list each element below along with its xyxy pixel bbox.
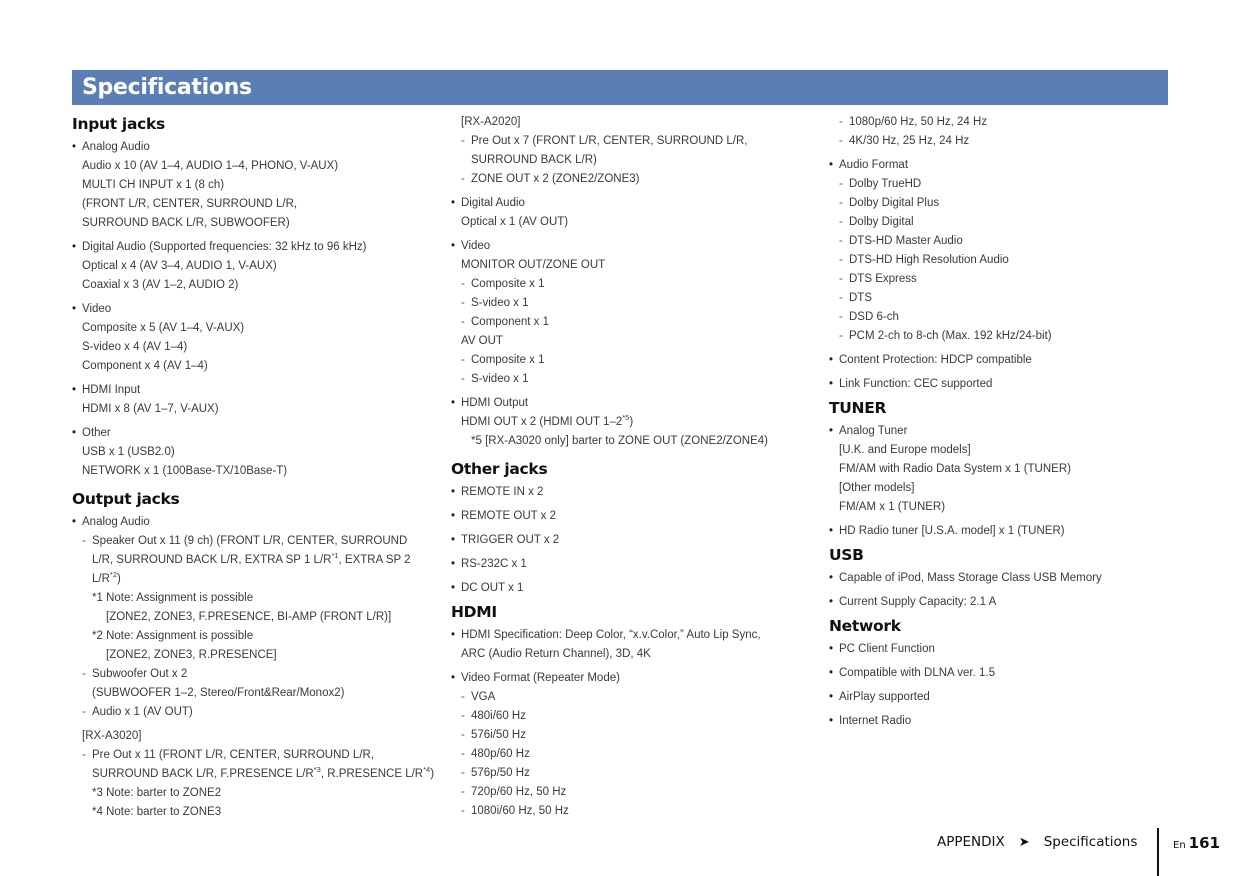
footnote: *1 Note: Assignment is possible bbox=[92, 592, 254, 604]
spec-item: • Link Function: CEC supported bbox=[829, 375, 1189, 394]
footnote-ref: *2 bbox=[109, 570, 117, 579]
heading-other-jacks: Other jacks bbox=[451, 460, 548, 478]
column-1 bbox=[72, 110, 435, 822]
text: HDMI OUT x 2 (HDMI OUT 1–2 bbox=[461, 416, 623, 428]
spec-item: • PC Client Function bbox=[829, 640, 1189, 659]
text: SURROUND BACK L/R, F.PRESENCE L/R bbox=[92, 768, 314, 780]
column-3 bbox=[829, 113, 1189, 731]
text: , R.PRESENCE L/R bbox=[320, 768, 424, 780]
footnote-body: [ZONE2, ZONE3, F.PRESENCE, BI-AMP (FRONT L/R)] bbox=[106, 611, 392, 623]
column-2 bbox=[451, 113, 811, 821]
spec-line: [Other models] bbox=[839, 482, 915, 494]
spec-item: • Analog Audio bbox=[72, 513, 432, 532]
spec-subitem: - 4K/30 Hz, 25 Hz, 24 Hz bbox=[829, 132, 1189, 151]
footnote-ref: *5 bbox=[622, 413, 630, 422]
spec-line: Composite x 5 (AV 1–4, V-AUX) bbox=[82, 322, 245, 334]
spec-subitem: - Pre Out x 11 (FRONT L/R, CENTER, SURROUND L/R, bbox=[72, 746, 432, 765]
spec-item: • Analog Tuner bbox=[829, 422, 1189, 441]
footnote: *5 [RX-A3020 only] barter to ZONE OUT (ZONE2/ZONE4) bbox=[471, 435, 768, 447]
spec-line: Optical x 1 (AV OUT) bbox=[461, 216, 569, 228]
page-number-value: 161 bbox=[1188, 834, 1220, 852]
footnote: *2 Note: Assignment is possible bbox=[92, 630, 254, 642]
spec-line: NETWORK x 1 (100Base-TX/10Base-T) bbox=[82, 465, 288, 477]
spec-subitem: - DTS Express bbox=[829, 270, 1189, 289]
heading-output-jacks: Output jacks bbox=[72, 490, 180, 508]
spec-line: MULTI CH INPUT x 1 (8 ch) bbox=[82, 179, 225, 191]
spec-item: • Current Supply Capacity: 2.1 A bbox=[829, 593, 1189, 612]
spec-line: Component x 4 (AV 1–4) bbox=[82, 360, 208, 372]
spec-subitem: - Pre Out x 7 (FRONT L/R, CENTER, SURROUND L/R, bbox=[451, 132, 811, 151]
heading-tuner: TUNER bbox=[829, 399, 887, 417]
spec-subitem: - PCM 2-ch to 8-ch (Max. 192 kHz/24-bit) bbox=[829, 327, 1189, 346]
spec-line: FM/AM x 1 (TUNER) bbox=[839, 501, 946, 513]
spec-line: S-video x 4 (AV 1–4) bbox=[82, 341, 188, 353]
spec-line: Optical x 4 (AV 3–4, AUDIO 1, V-AUX) bbox=[82, 260, 277, 272]
spec-subitem: - DTS bbox=[829, 289, 1189, 308]
title-bar bbox=[72, 70, 1168, 105]
spec-line: AV OUT bbox=[461, 335, 503, 347]
spec-item: • REMOTE OUT x 2 bbox=[451, 507, 811, 526]
text: , EXTRA SP 2 bbox=[338, 554, 411, 566]
footnote: *3 Note: barter to ZONE2 bbox=[92, 787, 222, 799]
spec-subitem: - VGA bbox=[451, 688, 811, 707]
spec-item: • DC OUT x 1 bbox=[451, 579, 811, 598]
spec-item: • Content Protection: HDCP compatible bbox=[829, 351, 1189, 370]
spec-item: • HDMI Output bbox=[451, 394, 811, 413]
spec-subitem: - 1080p/60 Hz, 50 Hz, 24 Hz bbox=[829, 113, 1189, 132]
spec-line: Audio x 10 (AV 1–4, AUDIO 1–4, PHONO, V-AUX) bbox=[82, 160, 339, 172]
spec-subitem: - DTS-HD Master Audio bbox=[829, 232, 1189, 251]
footnote-body: [ZONE2, ZONE3, R.PRESENCE] bbox=[106, 649, 277, 661]
spec-line: ARC (Audio Return Channel), 3D, 4K bbox=[461, 648, 651, 660]
spec-subitem: - Component x 1 bbox=[451, 313, 811, 332]
breadcrumb-specifications[interactable]: Specifications bbox=[1043, 834, 1138, 850]
heading-usb: USB bbox=[829, 546, 864, 564]
spec-item: • Analog Audio bbox=[72, 138, 432, 157]
spec-line: Coaxial x 3 (AV 1–2, AUDIO 2) bbox=[82, 279, 239, 291]
spec-item: • AirPlay supported bbox=[829, 688, 1189, 707]
spec-line: FM/AM with Radio Data System x 1 (TUNER) bbox=[839, 463, 1071, 475]
model-label: [RX-A2020] bbox=[461, 116, 521, 128]
spec-item: • Other bbox=[72, 424, 432, 443]
model-label: [RX-A3020] bbox=[82, 730, 142, 742]
footer-divider bbox=[1157, 828, 1159, 876]
spec-item: • Digital Audio (Supported frequencies: 32 kHz to 96 kHz) bbox=[72, 238, 432, 257]
text: ) bbox=[430, 768, 435, 780]
spec-item: • Video bbox=[72, 300, 432, 319]
text: ) bbox=[629, 416, 634, 428]
spec-item: • REMOTE IN x 2 bbox=[451, 483, 811, 502]
heading-network: Network bbox=[829, 617, 901, 635]
spec-line bbox=[72, 570, 432, 589]
spec-subitem: - DTS-HD High Resolution Audio bbox=[829, 251, 1189, 270]
footnote: *4 Note: barter to ZONE3 bbox=[92, 806, 222, 818]
text: L/R, SURROUND BACK L/R, EXTRA SP 1 L/R bbox=[92, 554, 332, 566]
spec-subitem: - Audio x 1 (AV OUT) bbox=[72, 703, 432, 722]
spec-line bbox=[451, 413, 811, 432]
breadcrumb bbox=[937, 834, 1137, 850]
spec-line bbox=[72, 551, 432, 570]
spec-item: • HDMI Input bbox=[72, 381, 432, 400]
footnote-ref: *3 bbox=[313, 765, 321, 774]
spec-line: HDMI x 8 (AV 1–7, V-AUX) bbox=[82, 403, 219, 415]
spec-subitem: - 576p/50 Hz bbox=[451, 764, 811, 783]
spec-item: • Internet Radio bbox=[829, 712, 1189, 731]
footnote-ref: *4 bbox=[423, 765, 431, 774]
spec-item: • Audio Format bbox=[829, 156, 1189, 175]
spec-item: • TRIGGER OUT x 2 bbox=[451, 531, 811, 550]
spec-subitem: - Composite x 1 bbox=[451, 275, 811, 294]
spec-subitem: - 1080i/60 Hz, 50 Hz bbox=[451, 802, 811, 821]
spec-line: [U.K. and Europe models] bbox=[839, 444, 971, 456]
spec-subitem: - ZONE OUT x 2 (ZONE2/ZONE3) bbox=[451, 170, 811, 189]
spec-line: USB x 1 (USB2.0) bbox=[82, 446, 175, 458]
spec-line: SURROUND BACK L/R, SUBWOOFER) bbox=[82, 217, 290, 229]
spec-item: • Compatible with DLNA ver. 1.5 bbox=[829, 664, 1189, 683]
spec-item: • Video Format (Repeater Mode) bbox=[451, 669, 811, 688]
spec-subitem: - 720p/60 Hz, 50 Hz bbox=[451, 783, 811, 802]
spec-subitem: - Dolby Digital Plus bbox=[829, 194, 1189, 213]
spec-item: • RS-232C x 1 bbox=[451, 555, 811, 574]
arrow-right-icon: ➤ bbox=[1018, 835, 1030, 850]
heading-hdmi: HDMI bbox=[451, 603, 497, 621]
spec-line: (FRONT L/R, CENTER, SURROUND L/R, bbox=[82, 198, 298, 210]
spec-subitem: - Subwoofer Out x 2 bbox=[72, 665, 432, 684]
footnote-ref: *1 bbox=[331, 551, 339, 560]
heading-input-jacks: Input jacks bbox=[72, 115, 165, 133]
spec-subitem: - Dolby Digital bbox=[829, 213, 1189, 232]
spec-subitem: - 480i/60 Hz bbox=[451, 707, 811, 726]
spec-line: SURROUND BACK L/R) bbox=[471, 154, 597, 166]
spec-item: • HD Radio tuner [U.S.A. model] x 1 (TUNER) bbox=[829, 522, 1189, 541]
spec-line: MONITOR OUT/ZONE OUT bbox=[461, 259, 606, 271]
spec-subitem: - Speaker Out x 11 (9 ch) (FRONT L/R, CENTER, SURROUND bbox=[72, 532, 432, 551]
text: ) bbox=[117, 573, 121, 585]
spec-item: • Digital Audio bbox=[451, 194, 811, 213]
spec-item: • Capable of iPod, Mass Storage Class USB Memory bbox=[829, 569, 1189, 588]
page-number bbox=[1173, 833, 1220, 852]
spec-subitem: - S-video x 1 bbox=[451, 370, 811, 389]
spec-subitem: - 576i/50 Hz bbox=[451, 726, 811, 745]
spec-item: • HDMI Specification: Deep Color, “x.v.Color,” Auto Lip Sync, bbox=[451, 626, 811, 645]
spec-subitem: - DSD 6-ch bbox=[829, 308, 1189, 327]
spec-line: (SUBWOOFER 1–2, Stereo/Front&Rear/Monox2) bbox=[92, 687, 345, 699]
spec-subitem: - Dolby TrueHD bbox=[829, 175, 1189, 194]
spec-subitem: - Composite x 1 bbox=[451, 351, 811, 370]
text: L/R bbox=[92, 573, 110, 585]
spec-line bbox=[72, 765, 435, 784]
spec-subitem: - 480p/60 Hz bbox=[451, 745, 811, 764]
breadcrumb-appendix[interactable]: APPENDIX bbox=[937, 834, 1005, 850]
page-title: Specifications bbox=[82, 75, 252, 100]
spec-item: • Video bbox=[451, 237, 811, 256]
spec-subitem: - S-video x 1 bbox=[451, 294, 811, 313]
language-code: En bbox=[1173, 840, 1186, 851]
